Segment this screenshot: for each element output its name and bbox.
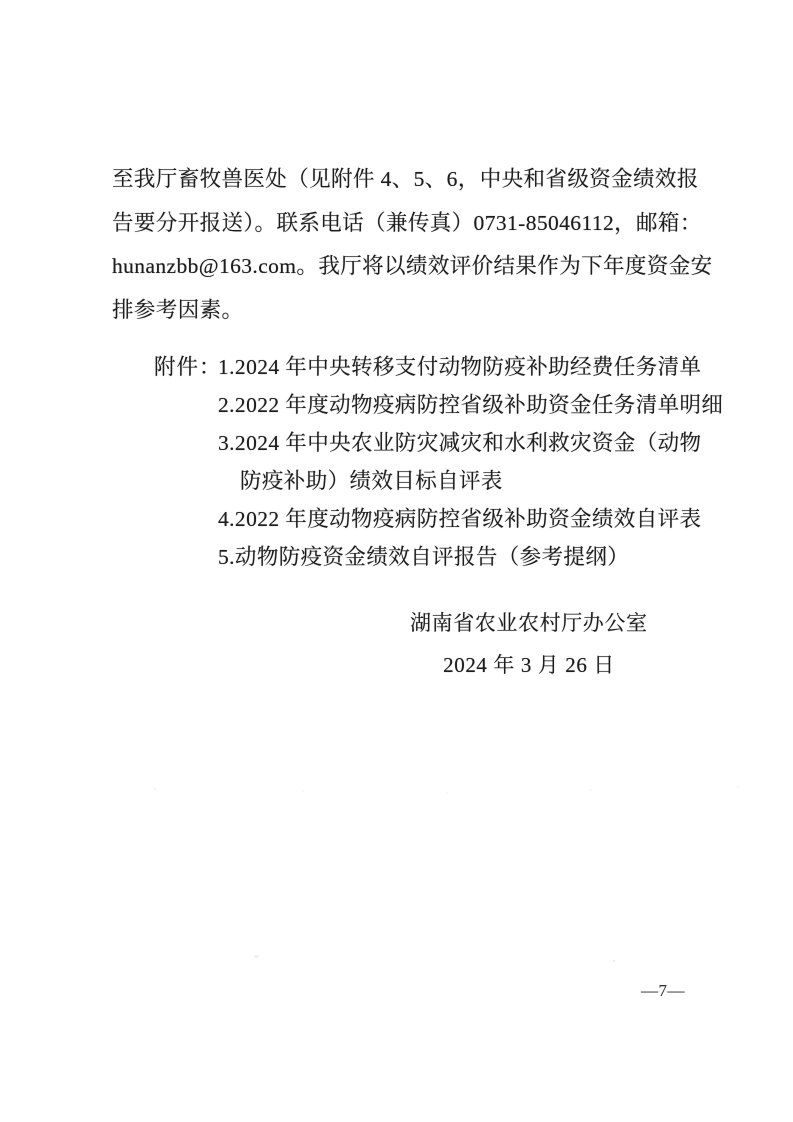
attachment-item-5: 5.动物防疫资金绩效自评报告（参考提纲） <box>218 545 630 569</box>
paragraph-line-2: 告要分开报送）。联系电话（兼传真）0731-85046112，邮箱： <box>112 210 702 235</box>
page-number: —7— <box>641 981 685 1000</box>
attachments-list <box>218 348 723 576</box>
scan-speck <box>254 955 259 958</box>
scan-speck <box>737 786 739 788</box>
attachment-item-3-line-2: 防疫补助）绩效目标自评表 <box>240 469 503 493</box>
scan-speck <box>154 788 156 790</box>
attachment-item-2: 2.2022 年度动物疫病防控省级补助资金任务清单明细 <box>218 393 724 417</box>
attachment-item-4: 4.2022 年度动物疫病防控省级补助资金绩效自评表 <box>218 507 702 531</box>
attachment-item-3-line-1: 3.2024 年中央农业防灾减灾和水利救灾资金（动物 <box>218 431 702 455</box>
signature-date: 2024 年 3 月 26 日 <box>443 653 615 677</box>
attachment-item-1: 1.2024 年中央转移支付动物防疫补助经费任务清单 <box>218 355 702 379</box>
paragraph-line-4: 排参考因素。 <box>112 297 244 322</box>
paragraph-line-1: 至我厅畜牧兽医处（见附件 4、5、6，中央和省级资金绩效报 <box>112 167 699 191</box>
attachments-label: 附件： <box>154 355 222 379</box>
signature-organization: 湖南省农业农村厅办公室 <box>410 611 648 635</box>
body-paragraph <box>112 158 713 332</box>
scan-speck <box>446 792 448 794</box>
scan-speck <box>613 960 615 962</box>
signature-block <box>410 602 648 686</box>
scan-speck <box>590 789 592 791</box>
scan-speck <box>302 790 304 792</box>
paragraph-line-3: hunanzbb@163.com。我厅将以绩效评价结果作为下年度资金安 <box>112 254 713 278</box>
